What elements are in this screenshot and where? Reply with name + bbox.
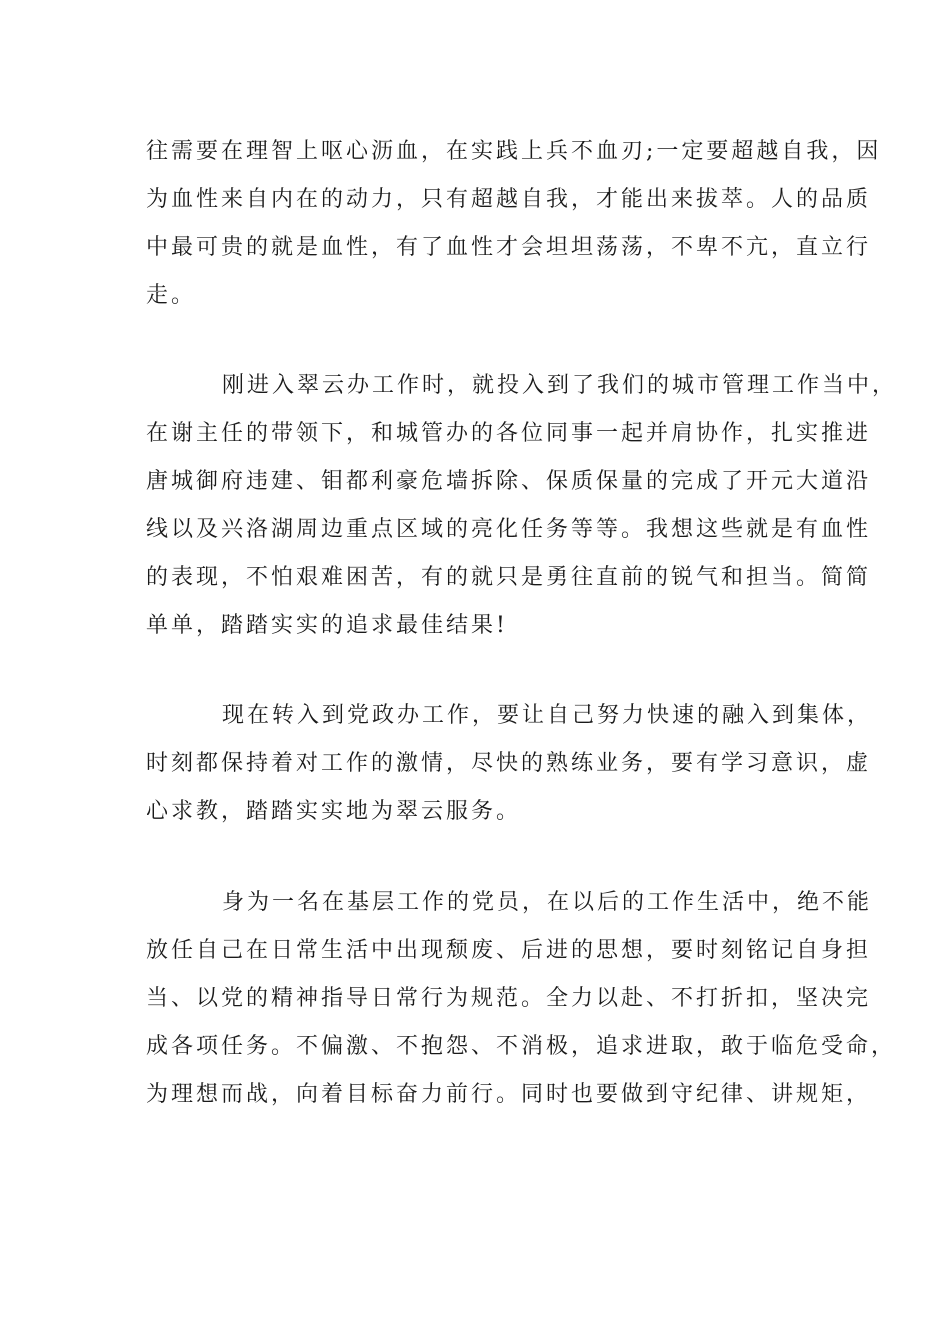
- body-text-line: 刚进入翠云办工作时，就投入到了我们的城市管理工作当中，: [222, 373, 898, 398]
- body-text-line: 时刻都保持着对工作的激情，尽快的熟练业务，要有学习意识，虚: [146, 751, 872, 776]
- body-text-line: 单单，踏踏实实的追求最佳结果!: [146, 613, 508, 638]
- body-text-line: 在谢主任的带领下，和城管办的各位同事一起并肩协作，扎实推进: [146, 421, 872, 446]
- body-text-line: 往需要在理智上呕心沥血，在实践上兵不血刃;一定要超越自我，因: [146, 139, 882, 164]
- body-text-line: 放任自己在日常生活中出现颓废、后进的思想，要时刻铭记自身担: [146, 938, 872, 963]
- body-text-line: 的表现，不怕艰难困苦，有的就只是勇往直前的锐气和担当。简简: [146, 565, 872, 590]
- body-text-line: 为血性来自内在的动力，只有超越自我，才能出来拔萃。人的品质: [146, 187, 872, 212]
- body-text-line: 唐城御府违建、钼都利豪危墙拆除、保质保量的完成了开元大道沿: [146, 469, 872, 494]
- body-text-line: 为理想而战，向着目标奋力前行。同时也要做到守纪律、讲规矩，: [146, 1082, 872, 1107]
- body-text-line: 现在转入到党政办工作，要让自己努力快速的融入到集体，: [222, 703, 873, 728]
- body-text-line: 心求教，踏踏实实地为翠云服务。: [146, 799, 522, 824]
- body-text-line: 身为一名在基层工作的党员，在以后的工作生活中，绝不能: [222, 890, 873, 915]
- body-text-line: 中最可贵的就是血性，有了血性才会坦坦荡荡，不卑不亢，直立行: [146, 235, 872, 260]
- body-text-line: 成各项任务。不偏激、不抱怨、不消极，追求进取，敢于临危受命，: [146, 1034, 897, 1059]
- body-text-line: 线以及兴洛湖周边重点区域的亮化任务等等。我想这些就是有血性: [146, 517, 872, 542]
- body-text-line: 当、以党的精神指导日常行为规范。全力以赴、不打折扣，坚决完: [146, 986, 872, 1011]
- body-text-line: 走。: [146, 283, 197, 308]
